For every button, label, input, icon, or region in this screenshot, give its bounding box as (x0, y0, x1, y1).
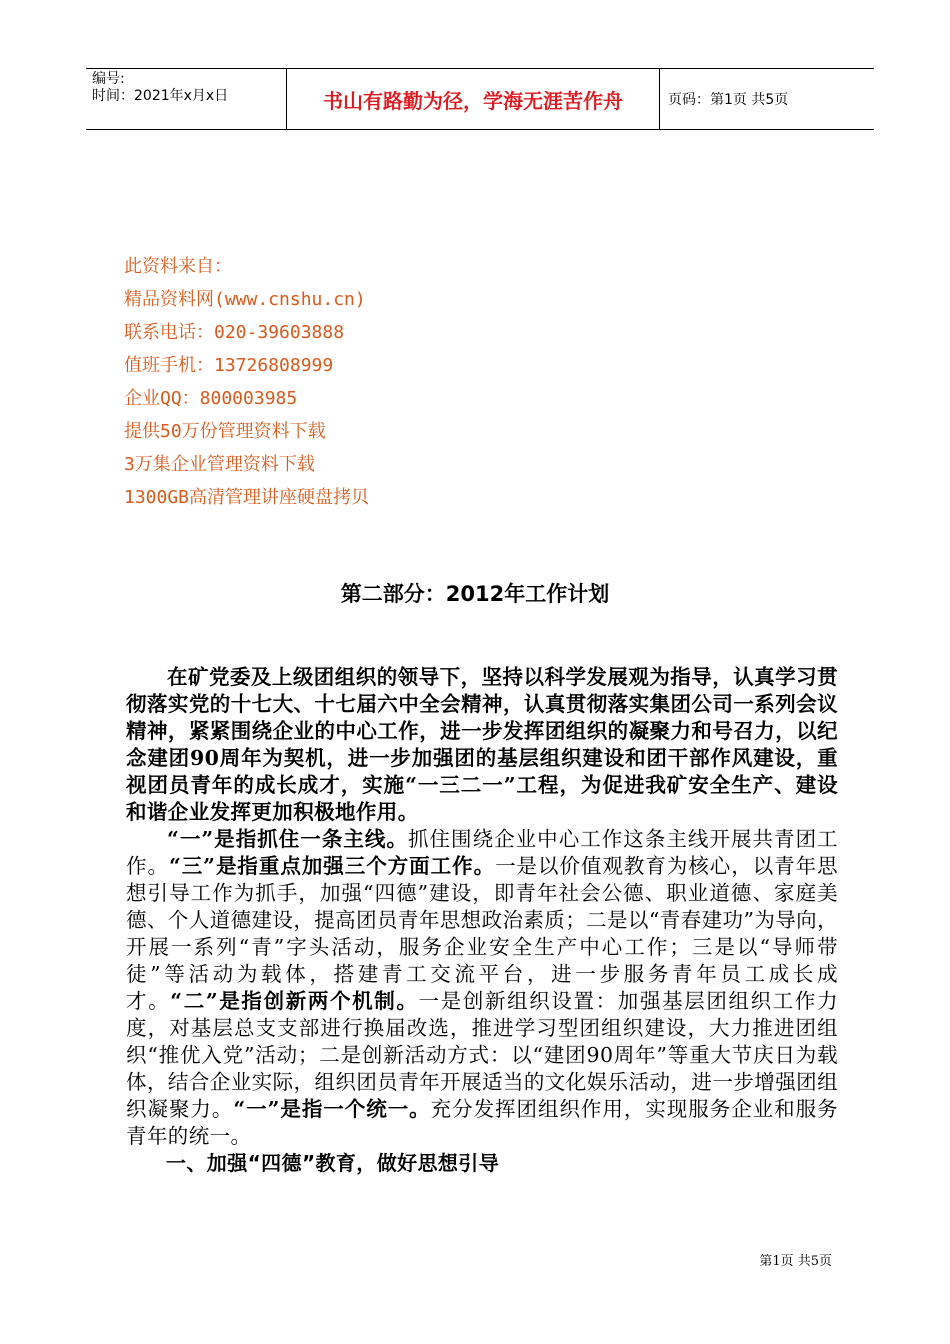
point-text: 抓住围绕企业中心工作这条主线开展共青团工作。 (126, 827, 839, 878)
source-line: 联系电话：020-39603888 (124, 322, 345, 343)
source-line: 精品资料网(www.cnshu.cn) (124, 289, 366, 310)
point-text: 充分发挥团组织作用，实现服务企业和服务青年的统一。 (126, 1097, 838, 1148)
point-heading: “三”是指重点加强三个方面工作。 (168, 854, 496, 878)
source-line: 提供50万份管理资料下载 (124, 421, 326, 442)
page-header (86, 68, 874, 130)
plan-paragraph (126, 826, 838, 1150)
document-body (126, 664, 838, 1177)
source-line: 值班手机：13726808999 (124, 355, 334, 376)
point-heading: “一”是指一个统一。 (233, 1097, 431, 1121)
point-text: 一是创新组织设置：加强基层团组织工作力度，对基层总支支部进行换届改选，推进学习型团组织建设，大力推进团组织“推优入党”活动；二是创新活动方式：以“建团90周年”等重大节庆日为载体，结合企业实际，组织团员青年开展适当的文化娱乐活动，进一步增强团组织凝聚力。 (126, 989, 838, 1121)
source-line: 企业QQ：800003985 (124, 388, 298, 409)
point-heading: “二”是指创新两个机制。 (170, 989, 419, 1013)
source-line: 3万集企业管理资料下载 (124, 454, 315, 475)
section-subheading: 一、加强“四德”教育，做好思想引导 (166, 1151, 500, 1175)
time-label: 时间：2021年x月x日 (92, 88, 229, 104)
intro-paragraph: 在矿党委及上级团组织的领导下，坚持以科学发展观为指导，认真学习贯彻落实党的十七大、十七届六中全会精神，认真贯彻落实集团公司一系列会议精神，紧紧围绕企业的中心工作，进一步发挥团组织的凝聚力和号召力，以纪念建团90周年为契机，进一步加强团的基层组织建设和团干部作风建设，重视团员青年的成长成才，实施“一三二一”工程，为促进我矿安全生产、建设和谐企业发挥更加积极地作用。 (126, 665, 838, 824)
document-title: 第二部分：2012年工作计划 (340, 582, 610, 606)
header-motto: 书山有路勤为径，学海无涯苦作舟 (286, 69, 660, 129)
number-label: 编号: (92, 71, 125, 87)
header-page-info: 页码：第1页 共5页 (668, 92, 789, 108)
page-footer: 第1页 共5页 (759, 1254, 832, 1269)
header-meta (86, 69, 286, 129)
source-line: 1300GB高清管理讲座硬盘拷贝 (124, 487, 370, 508)
source-line: 此资料来自： (124, 256, 232, 277)
source-info-block (124, 250, 369, 514)
point-text: 一是以价值观教育为核心，以青年思想引导工作为抓手，加强“四德”建设，即青年社会公德、职业道德、家庭美德、个人道德建设，提高团员青年思想政治素质；二是以“青春建功”为导向，开展一系列“青”字头活动，服务企业安全生产中心工作；三是以“导师带徒”等活动为载体，搭建青工交流平台，进一步服务青年员工成长成才。 (126, 854, 839, 1013)
point-heading: “一”是指抓住一条主线。 (167, 827, 408, 851)
